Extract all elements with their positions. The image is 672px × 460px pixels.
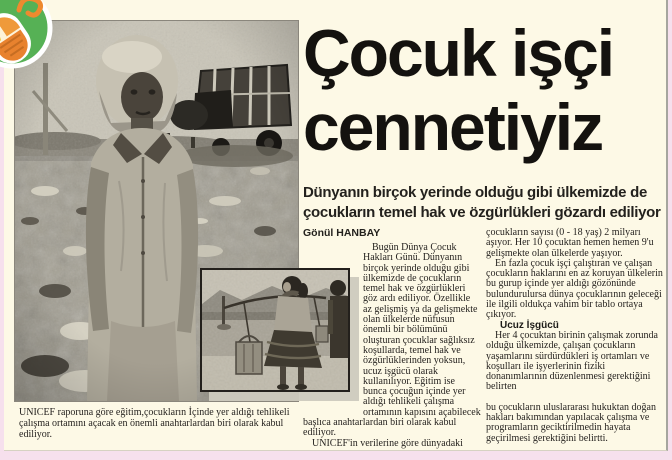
paragraph: çocukların sayısı (0 - 18 yaş) 2 milyarı aşıyor. Her 10 çocuktan hemen hemen 9'u gelişmekte olan ülkelerde yaşıyor.	[486, 227, 654, 259]
headline-line2: cennetiyiz	[303, 90, 603, 164]
photo-caption: UNICEF raporuna göre eğitim,çocukların İçinde yer aldığı tehlikeli çalışma ortamını açacak en önemli anahtarlardan biri olarak kabul ediliyor.	[19, 407, 290, 440]
headline	[303, 16, 669, 164]
headline-line1: Çocuk işçi	[303, 16, 614, 90]
paragraph: Bugün Dünya Çocuk Hakları Günü. Dünyanın birçok yerinde olduğu gibi ülkemizde de çocukların temel hak ve özgürlükleri göz ardı ediliyor. Özellikle az gelişmiş ya da gelişmekte olan ülkelerde nüfusun önemli bir bölümünü oluşturan çocuklar sağlıksız koşullarda, temel hak ve özgürlüklerinden yoksun, ucuz işgücü olarak kullanılıyor. Eğitim ise bunca çocuğun içinde yer aldığı tehlikeli çalışma ortamının kapısını açabilecek başlıca anahtarlardan biri olarak kabul ediliyor.	[303, 242, 481, 439]
clipping-service-badge	[0, 0, 66, 82]
paragraph: UNICEF'in verilerine göre dünyadaki	[312, 437, 463, 449]
water-can	[236, 336, 262, 374]
paragraph: bu çocukların uluslararası hukuktan doğan hakları bakımından yapılacak çalışma ve programların geciktirilmedin hayata geçirilmesi gerektiğini belirtti.	[486, 401, 656, 444]
subtitle-line1: Dünyanın birçok yerinde olduğu gibi ülkemizde de	[303, 184, 647, 201]
paragraph: En fazla çocuk işçi çalıştıran ve çalışan çocukların haklarını en az koruyan ülkelerin bu gurup içinde yer aldığı gözönünde bulundurulursa dünya çocuklarının geleceği ile ilgili oldukça vahim bir tablo ortaya çıkıyor.	[486, 257, 663, 321]
subtitle-line2: çocukların temel hak ve özgürlükleri gözardı ediliyor	[303, 204, 661, 221]
paragraph: Her 4 çocuktan birinin çalışmak zorunda olduğu ülkemizde, çalışan çocukların yaşamlarını sürdürdükleri iş ortamları ve koşulları ile işyerlerinin fiziki donanımlarının düzenlenmesi gerektiğini belirten	[486, 329, 658, 393]
ucuz-isgucu-heading: Ucuz İşgücü	[500, 319, 559, 331]
body-column-right	[486, 228, 668, 444]
second-child	[328, 280, 348, 358]
subtitle	[303, 183, 669, 223]
byline: Gönül HANBAY	[303, 227, 381, 239]
inset-photo	[200, 268, 350, 392]
